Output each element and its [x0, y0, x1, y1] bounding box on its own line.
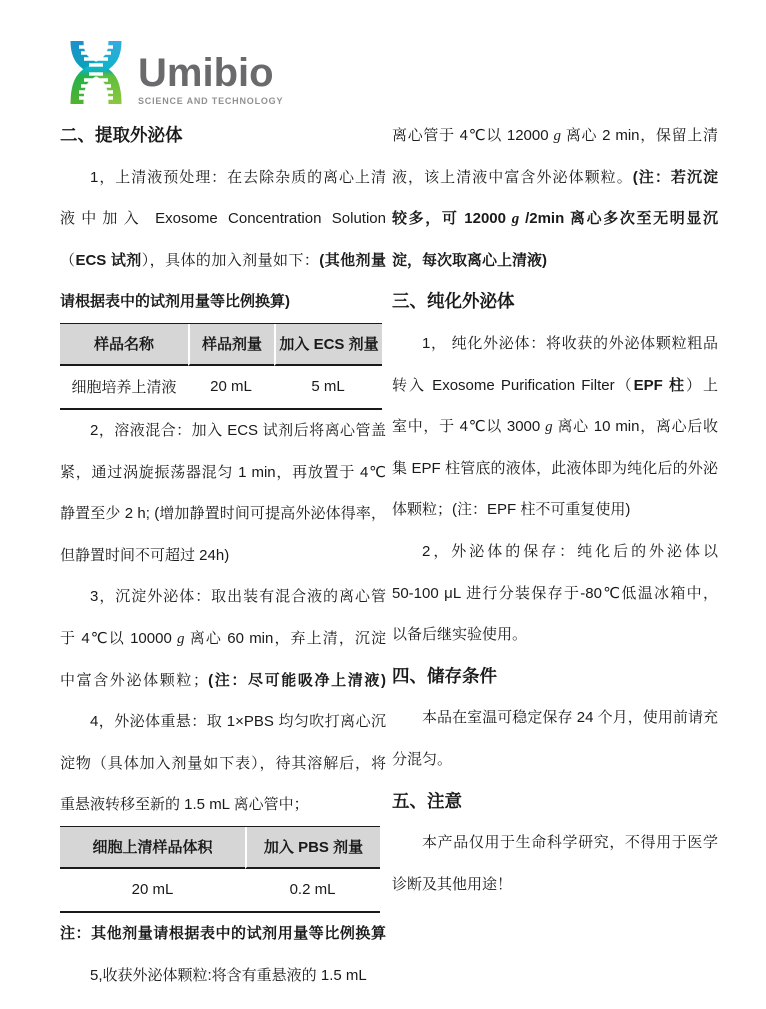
- text-segment: 室中，于 4℃以 3000: [392, 418, 546, 436]
- text-line: [60, 493, 386, 535]
- text-line: [392, 697, 718, 739]
- text-segment: 中富含外泌体颗粒；: [60, 671, 209, 689]
- text-segment: 1， 纯化外泌体：将收获的外泌体颗粒粗品: [422, 334, 718, 352]
- text-segment: 离心管于 4℃以 12000: [392, 127, 554, 144]
- text-line: [60, 576, 386, 618]
- text-line: [60, 660, 386, 702]
- text-segment: 3，沉淀外泌体：取出装有混合液的离心管: [90, 588, 386, 606]
- logo-text: [138, 40, 283, 106]
- text-segment: 重悬液转移至新的 1.5 mL 离心管中；: [60, 796, 309, 814]
- text-segment: g: [177, 630, 185, 647]
- text-line: [392, 573, 718, 615]
- text-segment: 2，溶液混合：加入 ECS 试剂后将离心管盖: [90, 421, 386, 439]
- text-line: [392, 489, 718, 531]
- text-line: [392, 531, 718, 573]
- brand-name: Umibio: [138, 51, 274, 95]
- table-header-cell: 样品剂量: [188, 324, 274, 366]
- section-heading: 四、储存条件: [392, 665, 497, 686]
- section-heading: 三、纯化外泌体: [392, 291, 515, 312]
- table-row: [60, 366, 382, 410]
- text-line: [60, 240, 386, 282]
- text-line: [392, 323, 718, 365]
- text-segment: 但静置时间不可超过 24h): [60, 546, 230, 564]
- table-header-cell: 细胞上清样品体积: [60, 827, 245, 869]
- text-line: [392, 739, 718, 781]
- text-segment: 离心 60 min，弃上清，沉淀: [184, 629, 387, 647]
- text-line: [392, 822, 718, 864]
- text-segment: 以备后继实验使用。: [392, 626, 528, 644]
- dna-helix-icon: [62, 40, 130, 106]
- text-segment: 转入 Exosome Purification Filter（: [392, 376, 634, 394]
- text-segment: 4，外泌体重悬：取 1×PBS 均匀吹打离心沉: [90, 713, 386, 731]
- text-segment: ）上: [685, 376, 718, 394]
- text-segment: 5,收获外泌体颗粒:将含有重悬液的 1.5 mL: [90, 966, 367, 984]
- text-line: [392, 406, 718, 448]
- text-segment: (其他剂量: [319, 251, 386, 269]
- text-line: [60, 955, 386, 997]
- pbs-dosage-table: [60, 826, 380, 913]
- text-segment: 2，外泌体的保存：纯化后的外泌体以: [422, 542, 718, 560]
- text-segment: 本品在室温可稳定保存 24 个月，使用前请充: [422, 709, 718, 727]
- table-cell: 细胞培养上清液: [60, 366, 188, 410]
- text-segment: 集 EPF 柱管底的液体，此液体即为纯化后的外泌: [392, 459, 718, 477]
- text-segment: 淀物（具体加入剂量如下表），待其溶解后，将: [60, 754, 386, 772]
- text-line: [60, 743, 386, 785]
- text-segment: 50-100 μL 进行分装保存于-80℃低温冰箱中，: [392, 584, 718, 602]
- text-line: [392, 240, 718, 282]
- text-line: [60, 701, 386, 743]
- text-segment: /2min 离心多次至无明显沉: [519, 210, 719, 228]
- column-left: [60, 115, 386, 996]
- text-segment: 离心 10 min，离心后收: [552, 418, 719, 436]
- text-line: [60, 281, 386, 323]
- text-line: [60, 535, 386, 577]
- section-heading: 二、提取外泌体: [60, 125, 183, 145]
- text-segment: (注：若沉淀: [632, 168, 718, 186]
- text-segment: (注：尽可能吸净上清液): [208, 671, 386, 689]
- text-segment: 淀，每次取离心上清液): [392, 251, 547, 269]
- table-header-cell: 加入 ECS 剂量: [274, 324, 382, 366]
- table-header-row: [60, 324, 382, 366]
- text-line: [60, 198, 386, 240]
- text-segment: 分混匀。: [392, 750, 453, 768]
- table-cell: 20 mL: [188, 366, 274, 410]
- text-segment: ），具体的加入剂量如下：: [141, 251, 320, 269]
- text-segment: 紧，通过涡旋振荡器混匀 1 min，再放置于 4℃: [60, 463, 386, 481]
- text-line: [60, 784, 386, 826]
- text-segment: ECS 试剂: [75, 251, 142, 269]
- text-line: [392, 365, 718, 407]
- text-line: [60, 452, 386, 494]
- text-line: [60, 410, 386, 452]
- ecs-dosage-table: [60, 323, 382, 410]
- table-header-cell: 加入 PBS 剂量: [245, 827, 380, 869]
- section-heading: 五、注意: [392, 790, 462, 811]
- text-segment: 诊断及其他用途！: [392, 875, 513, 893]
- text-line: [392, 115, 718, 157]
- text-line: [60, 618, 386, 660]
- table-header-row: [60, 827, 380, 869]
- brand-tagline: SCIENCE AND TECHNOLOGY: [138, 96, 284, 106]
- text-segment: 较多，可 12000: [392, 210, 512, 228]
- text-segment: 1，上清液预处理：在去除杂质的离心上清: [90, 168, 386, 186]
- text-segment: 体颗粒；(注：EPF 柱不可重复使用): [392, 501, 631, 519]
- text-line: [392, 614, 718, 656]
- text-line: [392, 448, 718, 490]
- text-segment: 请根据表中的试剂用量等比例换算): [60, 293, 290, 311]
- text-segment: 液，该上清液中富含外泌体颗粒。: [392, 168, 633, 186]
- text-segment: 本产品仅用于生命科学研究，不得用于医学: [422, 834, 718, 852]
- table-header-cell: 样品名称: [60, 324, 188, 366]
- text-segment: g: [545, 419, 553, 436]
- table-cell: 20 mL: [60, 869, 245, 913]
- table-row: [60, 869, 380, 913]
- text-segment: 于 4℃以 10000: [60, 629, 178, 647]
- text-segment: （: [60, 251, 76, 269]
- umibio-logo: [62, 40, 283, 106]
- text-line: [60, 913, 386, 955]
- table-cell: 5 mL: [274, 366, 382, 410]
- text-segment: 静置至少 2 h; (增加静置时间可提高外泌体得率，: [60, 505, 386, 523]
- column-right: [392, 115, 718, 905]
- text-line: [392, 198, 718, 240]
- table-cell: 0.2 mL: [245, 869, 380, 913]
- text-line: [392, 864, 718, 906]
- text-segment: g: [511, 211, 520, 228]
- text-segment: 离心 2 min，保留上清: [560, 127, 719, 144]
- text-segment: g: [553, 128, 561, 144]
- text-segment: EPF 柱: [633, 376, 686, 394]
- text-line: [392, 157, 718, 199]
- text-segment: 液中加入 Exosome Concentration Solution: [60, 210, 386, 228]
- text-segment: 注：其他剂量请根据表中的试剂用量等比例换算: [60, 924, 386, 942]
- text-line: [60, 157, 386, 199]
